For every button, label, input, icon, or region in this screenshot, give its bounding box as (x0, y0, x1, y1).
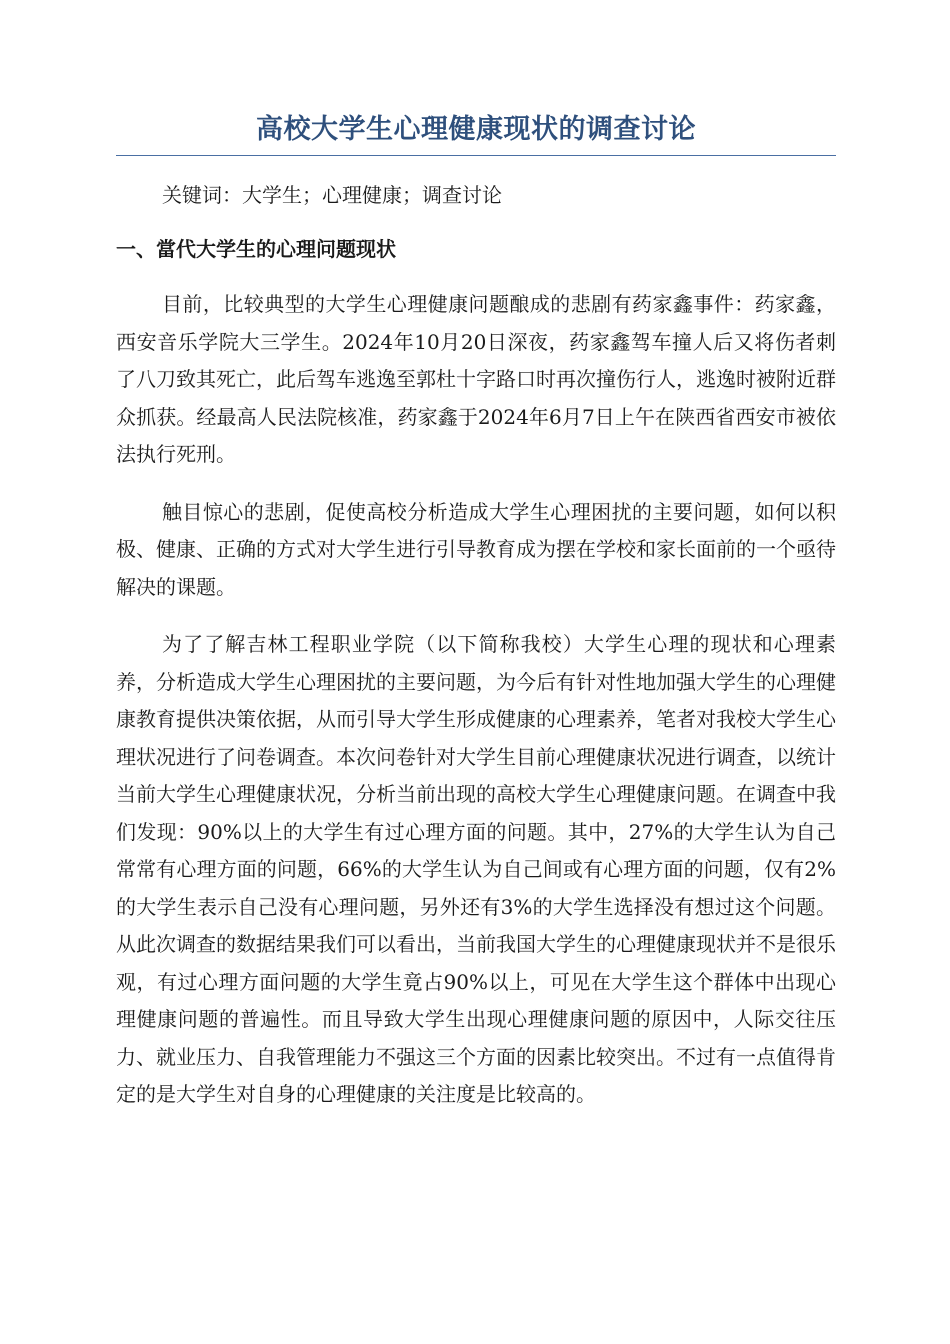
body-paragraph: 触目惊心的悲剧，促使高校分析造成大学生心理困扰的主要问题，如何以积极、健康、正确的方式对大学生进行引导教育成为摆在学校和家长面前的一个亟待解决的课题。 (116, 499, 836, 599)
section-heading: 一、當代大学生的心理问题现状 (116, 237, 396, 261)
document-title: 高校大学生心理健康现状的调查讨论 (116, 108, 836, 156)
document-page (116, 108, 836, 1114)
body-paragraph: 为了了解吉林工程职业学院（以下简称我校）大学生心理的现状和心理素养，分析造成大学生心理困扰的主要问题，为今后有针对性地加强大学生的心理健康教育提供决策依据，从而引导大学生形成健康的心理素养，笔者对我校大学生心理状况进行了问卷调查。本次问卷针对大学生目前心理健康状况进行调查，以统计当前大学生心理健康状况，分析当前出现的高校大学生心理健康问题。在调查中我们发现：90%以上的大学生有过心理方面的问题。其中，27%的大学生认为自己常常有心理方面的问题，66%的大学生认为自己间或有心理方面的问题，仅有2%的大学生表示自己没有心理问题，另外还有3%的大学生选择没有想过这个问题。从此次调查的数据结果我们可以看出，当前我国大学生的心理健康现状并不是很乐观，有过心理方面问题的大学生竟占90%以上，可见在大学生这个群体中出现心理健康问题的普遍性。而且导致大学生出现心理健康问题的原因中，人际交往压力、就业压力、自我管理能力不强这三个方面的因素比较突出。不过有一点值得肯定的是大学生对自身的心理健康的关注度是比较高的。 (116, 632, 836, 1106)
body-paragraph: 目前，比较典型的大学生心理健康问题酿成的悲剧有药家鑫事件：药家鑫，西安音乐学院大三学生。2024年10月20日深夜，药家鑫驾车撞人后又将伤者刺了八刀致其死亡，此后驾车逃逸至郭杜十字路口时再次撞伤行人，逃逸时被附近群众抓获。经最高人民法院核准，药家鑫于2024年6月7日上午在陕西省西安市被依法执行死刑。 (116, 292, 836, 466)
keywords-line: 关键词：大学生；心理健康；调查讨论 (162, 183, 502, 207)
